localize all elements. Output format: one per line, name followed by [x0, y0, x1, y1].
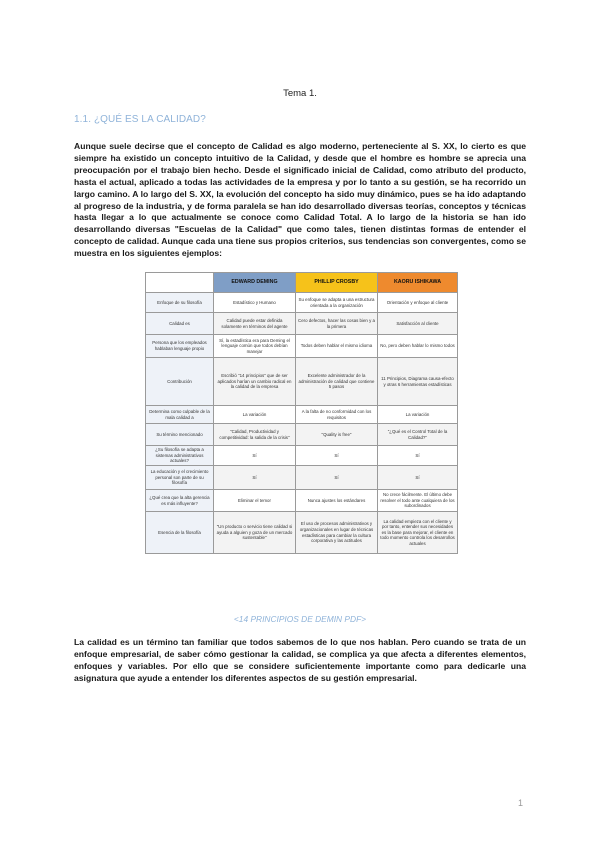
table-cell: Calidad puede estar definida solamente en términos del agente	[214, 313, 296, 335]
table-row	[146, 466, 458, 490]
row-label: Persona que los empleados hablaban lenguaje propio	[146, 335, 214, 358]
quality-schools-comparison-table	[145, 272, 458, 554]
table-cell: Su enfoque se adapta a una estructura orientada a la organización	[296, 293, 378, 313]
table-row	[146, 293, 458, 313]
table-header-row	[146, 273, 458, 293]
table-row	[146, 335, 458, 358]
table-cell: Satisfacción al cliente	[378, 313, 458, 335]
row-label: Contribución	[146, 358, 214, 406]
row-label: Determina como culpable de la mala calidad a	[146, 406, 214, 424]
table-cell: Eliminar el temor	[214, 490, 296, 512]
table-row	[146, 406, 458, 424]
table-cell: "Quality is free"	[296, 424, 378, 446]
page-number: 1	[518, 798, 524, 808]
table-row	[146, 446, 458, 466]
table-cell: Sí	[378, 446, 458, 466]
table-row	[146, 313, 458, 335]
table-cell: "Un producto o servicio tiene calidad si ayuda a alguien y goza de un mercado sustentable"	[214, 512, 296, 554]
table-cell: Estadístico y Humano	[214, 293, 296, 313]
row-label: ¿Su filosofía se adapta a sistemas administrativos actuales?	[146, 446, 214, 466]
table-cell: No crece fácilmente. El último debe resolver el todo ante cualquiera de los subordinados	[378, 490, 458, 512]
table-cell: Nunca ajustes los estándares	[296, 490, 378, 512]
table-cell: La variación	[378, 406, 458, 424]
deming-principles-pdf-link[interactable]: <14 PRINCIPIOS DE DEMIN PDF>	[233, 614, 367, 624]
table-cell: La calidad empieza con el cliente y por tanto, entender sus necesidades es la base para mejorar, el cliente en todo momento controla los desarrollos actuales	[378, 512, 458, 554]
table-cell: Cero defectos, hacer las cosas bien y a la primera	[296, 313, 378, 335]
table-corner	[146, 273, 214, 293]
table-cell: Sí	[296, 446, 378, 466]
table-cell: Sí	[378, 466, 458, 490]
header-deming: EDWARD DEMING	[214, 273, 296, 293]
table-cell: Orientación y enfoque al cliente	[378, 293, 458, 313]
table-cell: No, pero deben hablar lo mismo todos	[378, 335, 458, 358]
row-label: Calidad es	[146, 313, 214, 335]
row-label: Enfoque de su filosofía	[146, 293, 214, 313]
row-label: Esencia de la filosofía	[146, 512, 214, 554]
section-heading: 1.1. ¿QUÉ ES LA CALIDAD?	[74, 114, 206, 125]
table-row	[146, 424, 458, 446]
intro-paragraph: Aunque suele decirse que el concepto de Calidad es algo moderno, perteneciente al S. XX, lo cierto es que siempre ha existido un concepto intuitivo de la Calidad, y desde que el hombre es hombre se aprecia una preocupación por el trabajo bien hecho. Desde el significado inicial de Calidad, como atributo del producto, hasta el actual, aplicado a todas las actividades de la empresa y por lo tanto a su gestión, se ha recorrido un largo camino. A lo largo del S. XX, la evolución del concepto ha sido muy dinámico, pues se ha ido adaptando al progreso de la industria, y de forma paralela se han ido desarrollado diversas teorías, conceptos y técnicas hasta llegar a lo que actualmente se conoce como Calidad Total. A lo largo de la historia se han ido desarrollando diversas "Escuelas de la Calidad" que como tales, tienen distintas formas de entender el concepto de calidad. Aunque cada una tiene sus propios criterios, sus tendencias son convergentes, como se muestra en los siguientes ejemplos:	[74, 141, 526, 259]
table-cell: 11 Principios, Diagrama causa-efecto y otras 6 herramientas estadísticas	[378, 358, 458, 406]
table-cell: Sí	[296, 466, 378, 490]
table-cell: El uso de procesos administrativos y organizacionales en lugar de técnicas estadísticas para cambiar la cultura corporativa y las actitudes	[296, 512, 378, 554]
table-cell: Sí	[214, 446, 296, 466]
table-cell: Escribió "14 principios" que de ser aplicados harían un cambio radical en la calidad de la empresa	[214, 358, 296, 406]
table-cell: Todos deben hablar el mismo idioma	[296, 335, 378, 358]
table-cell: "Calidad, Productividad y competitividad: la salida de la crisis"	[214, 424, 296, 446]
table-cell: La variación	[214, 406, 296, 424]
closing-paragraph: La calidad es un término tan familiar que todos sabemos de lo que nos hablan. Pero cuando se trata de un enfoque empresarial, de saber cómo gestionar la calidad, se complica ya que afecta a diferentes elementos, enfoques y variables. Por ello que se considere suficientemente importante como para dedicarle una asignatura que ayude a entender los diferentes aspectos de su gestión empresarial.	[74, 637, 526, 683]
row-label: Su término mencionado	[146, 424, 214, 446]
header-crosby: PHILLIP CROSBY	[296, 273, 378, 293]
header-ishikawa: KAORU ISHIKAWA	[378, 273, 458, 293]
table-cell: Sí, la estadística era para Deming el lenguaje común que todos debían manejar	[214, 335, 296, 358]
table-row	[146, 512, 458, 554]
table-cell: A la falta de no conformidad con los requisitos	[296, 406, 378, 424]
table-cell: Excelente administrador de la administración de calidad que contiene 5 pasos	[296, 358, 378, 406]
table-cell: Sí	[214, 466, 296, 490]
row-label: La educación y el crecimiento personal son parte de su filosofía	[146, 466, 214, 490]
document-title: Tema 1.	[283, 88, 317, 99]
table-row	[146, 490, 458, 512]
table-cell: "¿Qué es el Control Total de la Calidad?"	[378, 424, 458, 446]
table-row	[146, 358, 458, 406]
row-label: ¿Qué crea que la alta gerencia es más influyente?	[146, 490, 214, 512]
